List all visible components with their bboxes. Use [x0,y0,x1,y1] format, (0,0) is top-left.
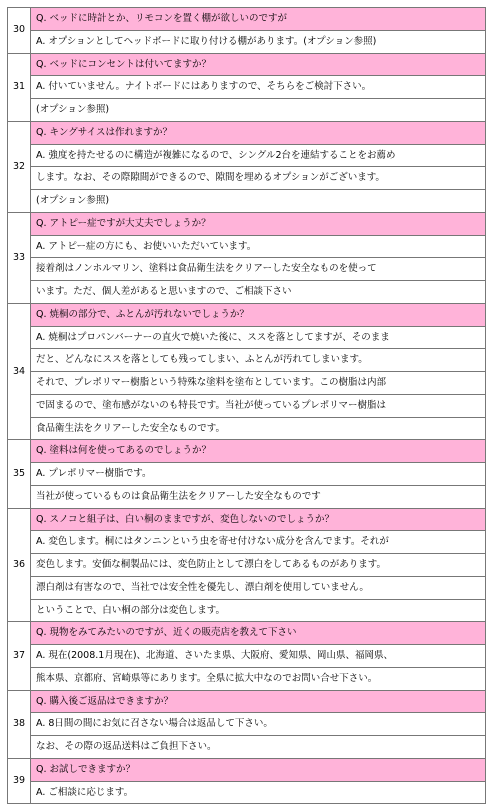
faq-answer-line: それで、プレポリマー樹脂という特殊な塗料を塗布としています。この樹脂は内部 [31,372,486,395]
faq-answer-row [8,235,486,258]
faq-question-row [8,121,486,144]
faq-answer-line: A. プレポリマー樹脂です。 [31,463,486,486]
faq-question-row [8,440,486,463]
faq-question: Q. スノコと組子は、白い桐のままですが、変色しないのでしょうか？ [31,508,486,531]
faq-number: 36 [8,508,31,622]
faq-answer-line: います。ただ、個人差があると思いますので、ご相談下さい [31,281,486,304]
faq-number: 39 [8,758,31,804]
faq-question: Q. 塗料は何を使ってあるのでしょうか？ [31,440,486,463]
faq-number: 31 [8,53,31,121]
faq-answer-line: します。なお、その際隙間ができるので、隙間を埋めるオプションがございます。 [31,167,486,190]
faq-answer-row [8,76,486,99]
faq-answer-row [8,531,486,554]
faq-question: Q. ベッドにコンセントは付いてますか？ [31,53,486,76]
faq-question-row [8,690,486,713]
faq-answer-line: A. 変色します。桐にはタンニンという虫を寄せ付けない成分を含んでます。それが [31,531,486,554]
faq-question-row [8,508,486,531]
faq-answer-row [8,349,486,372]
faq-answer-row [8,463,486,486]
faq-answer-row [8,372,486,395]
faq-answer-line: A. アトピー症の方にも、お使いいただいています。 [31,235,486,258]
faq-number: 38 [8,690,31,758]
faq-answer-line: (オプション参照) [31,99,486,122]
faq-answer-row [8,713,486,736]
faq-question-row [8,8,486,31]
faq-number: 35 [8,440,31,508]
faq-answer-row [8,258,486,281]
faq-answer-line: A. 焼桐はプロパンバーナーの直火で焼いた後に、ススを落としてますが、そのまま [31,326,486,349]
faq-answer-row [8,781,486,804]
faq-question: Q. 現物をみてみたいのですが、近くの販売店を教えて下さい [31,622,486,645]
faq-answer-line: 食品衛生法をクリアーした安全なものです。 [31,417,486,440]
faq-answer-line: 熊本県、京都府、宮崎県等にあります。全県に拡大中なのでお問い合せ下さい。 [31,667,486,690]
faq-answer-row [8,190,486,213]
faq-answer-row [8,485,486,508]
faq-answer-row [8,417,486,440]
faq-answer-row [8,167,486,190]
faq-answer-line: ということで、白い桐の部分は変色します。 [31,599,486,622]
faq-answer-line: A. 8日間の間にお気に召さない場合は返品して下さい。 [31,713,486,736]
faq-answer-row [8,599,486,622]
faq-answer-line: 変色します。安価な桐製品には、変色防止として漂白をしてあるものがあります。 [31,554,486,577]
faq-answer-line: なお、その際の返品送料はご負担下さい。 [31,736,486,759]
faq-question: Q. キングサイスは作れますか？ [31,121,486,144]
faq-answer-line: だと、どんなにススを落としても残ってしまい、ふとんが汚れてしまいます。 [31,349,486,372]
faq-question-row [8,303,486,326]
faq-answer-row [8,99,486,122]
faq-question: Q. アトピー症ですが大丈夫でしょうか？ [31,212,486,235]
faq-question-row [8,212,486,235]
faq-answer-line: (オプション参照) [31,190,486,213]
faq-question: Q. お試しできますか？ [31,758,486,781]
faq-table [7,7,486,804]
faq-number: 33 [8,212,31,303]
faq-answer-row [8,144,486,167]
faq-answer-line: A. 付いていません。ナイトボードにはありますので、そちらをご検討下さい。 [31,76,486,99]
faq-answer-line: A. オプションとしてヘッドボードに取り付ける棚があります。(オプション参照) [31,30,486,53]
faq-number: 37 [8,622,31,690]
faq-question-row [8,622,486,645]
faq-question-row [8,53,486,76]
faq-answer-line: A. 現在(2008.1月現在)、北海道、さいたま県、大阪府、愛知県、岡山県、福岡県、 [31,645,486,668]
faq-number: 32 [8,121,31,212]
faq-answer-row [8,326,486,349]
faq-question-row [8,758,486,781]
faq-answer-line: A. 強度を持たせるのに構造が複雑になるので、シングル2台を連結することをお薦め [31,144,486,167]
faq-answer-row [8,554,486,577]
faq-question: Q. 購入後ご返品はできますか？ [31,690,486,713]
faq-answer-line: A. ご相談に応じます。 [31,781,486,804]
faq-question: Q. 焼桐の部分で、ふとんが汚れないでしょうか？ [31,303,486,326]
faq-answer-row [8,667,486,690]
faq-question: Q. ベッドに時計とか、リモコンを置く棚が欲しいのですが [31,8,486,31]
faq-body [8,8,486,804]
faq-answer-line: 漂白剤は有害なので、当社では安全性を優先し、漂白剤を使用していません。 [31,576,486,599]
faq-answer-row [8,645,486,668]
faq-answer-row [8,30,486,53]
faq-number: 30 [8,8,31,54]
faq-answer-row [8,281,486,304]
faq-number: 34 [8,303,31,440]
faq-answer-line: で固まるので、塗布感がないのも特長です。当社が使っているプレポリマー樹脂は [31,394,486,417]
faq-answer-line: 当社が使っているものは食品衛生法をクリアーした安全なものです [31,485,486,508]
faq-answer-row [8,576,486,599]
faq-answer-row [8,394,486,417]
faq-answer-row [8,736,486,759]
faq-answer-line: 接着剤はノンホルマリン、塗料は食品衛生法をクリアーした安全なものを使って [31,258,486,281]
